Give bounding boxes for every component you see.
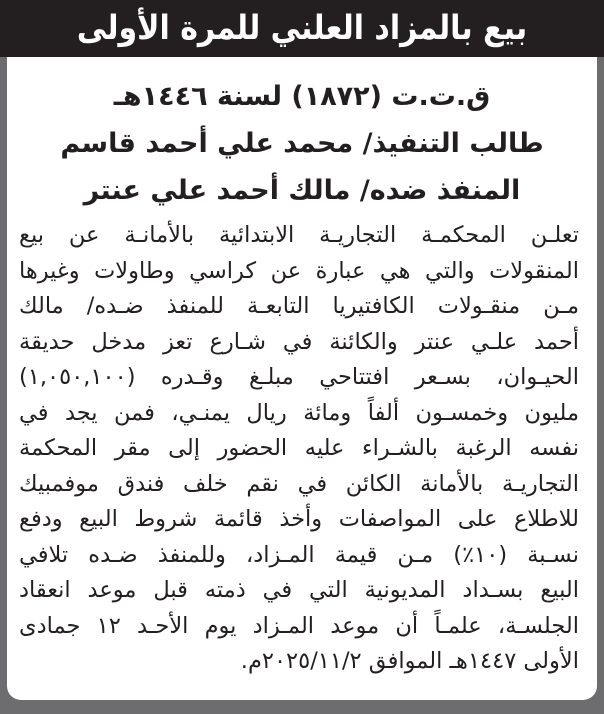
body-line: أحمد علـي عنتر والكائنة في شـارع تعز مدخل حديقة xyxy=(19,328,579,355)
execution-requester: طالب التنفيذ/ محمد علي أحمد قاسم xyxy=(60,128,544,159)
execution-defendant: المنفذ ضده/ مالك أحمد علي عنتر xyxy=(83,175,521,206)
body-line: تعلـن المحكمـة التجاريـة الابتدائية بالأمانـة عن بيع xyxy=(19,222,579,248)
notice-header xyxy=(0,0,604,57)
body-line: المنقولات والتي هي عبارة عن كراسي وطاولات وغيرها xyxy=(19,257,579,284)
notice-body-panel xyxy=(7,57,597,700)
body-line: مليون وخمسـون ألفاً ومائة ريال يمنـي، فمن يجد في xyxy=(19,399,579,426)
body-line: الأولى ١٤٤٧هـ الموافق ٢٠٢٥/١١/٢م. xyxy=(240,648,579,674)
body-line: الجلسـة، علمـاً أن موعد المـزاد يوم الأحـد ١٢ جمادى xyxy=(19,612,579,639)
body-line: نفسه الرغبة بالشـراء عليه الحضور إلى مقر المحكمة xyxy=(19,435,579,461)
body-line: التجاريـة بالأمانة الكائن في نقم خلف فندق موفمبيك xyxy=(19,470,579,497)
notice-body-text xyxy=(19,218,579,680)
body-line: للاطلاع على المواصفات وأخذ قائمة شروط البيع ودفع xyxy=(19,506,579,532)
case-reference: ق.ت.ت (١٨٧٢) لسنة ١٤٤٦هـ xyxy=(113,81,491,112)
notice-title: بيع بالمزاد العلني للمرة الأولى xyxy=(76,8,528,48)
case-heading-block xyxy=(7,57,597,214)
body-line: مـن منقـولات الكافتيريا التابعـة للمنفذ ضـده/ مالك xyxy=(19,293,579,319)
body-line: البيع بسـداد المديونية التي في ذمته قبل موعد انعقاد xyxy=(19,577,579,603)
body-line: الحيـوان، بسـعر افتتاحي مبلـغ وقـدره (١,٠٥٠,١٠٠) xyxy=(19,364,579,390)
body-line: نسـبة (١٠٪) مـن قيمة المـزاد، وللمنفذ ضـده تلافي xyxy=(19,541,580,568)
